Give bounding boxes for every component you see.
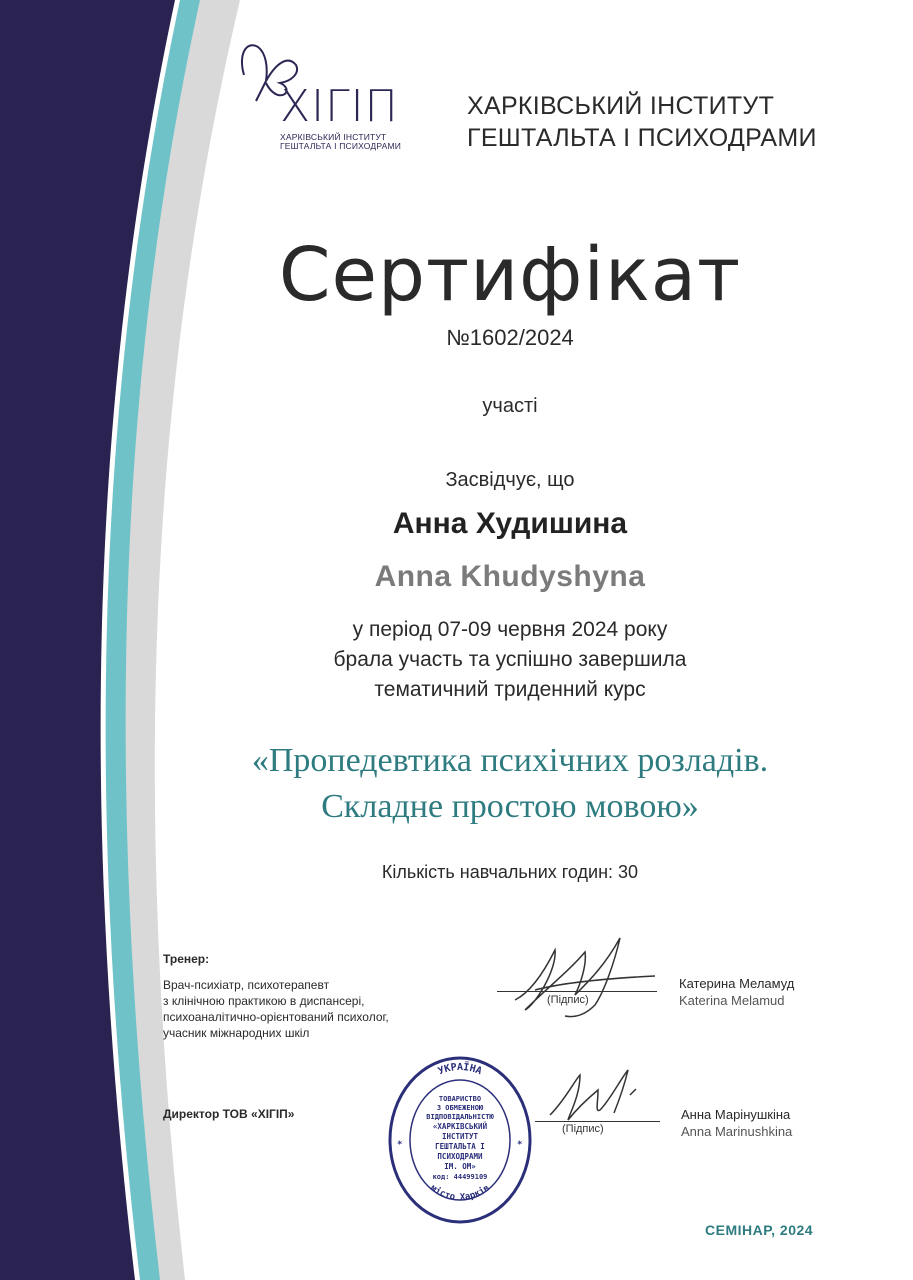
director-signature-line bbox=[535, 1121, 660, 1122]
stamp-line-8: ІМ. ОМ» bbox=[444, 1162, 476, 1171]
director-signature-caption: (Підпис) bbox=[562, 1123, 604, 1135]
trainer-name-en: Katerina Melamud bbox=[679, 993, 785, 1008]
trainer-desc-4: учасник міжнародних шкіл bbox=[163, 1026, 310, 1040]
course-title-line2: Складне простою мовою» bbox=[321, 788, 699, 825]
trainer-desc-2: з клінічною практикою в диспансері, bbox=[163, 994, 365, 1008]
trainer-name bbox=[679, 975, 794, 1009]
certificate-title: Сертифікат bbox=[278, 232, 742, 318]
recipient-name-en: Anna Khudyshyna bbox=[374, 560, 646, 593]
logo-word: ХІГІП bbox=[280, 81, 399, 132]
trainer-name-ua: Катерина Меламуд bbox=[679, 976, 795, 991]
trainer-desc-3: психоаналітично-орієнтований психолог, bbox=[163, 1010, 389, 1024]
director-name-ua: Анна Марінушкіна bbox=[681, 1107, 791, 1122]
director-label: Директор ТОВ «ХІГІП» bbox=[163, 1107, 295, 1121]
stamp-line-7: ПСИХОДРАМИ bbox=[437, 1152, 483, 1161]
footer-label: СЕМІНАР, 2024 bbox=[705, 1222, 814, 1238]
company-stamp bbox=[385, 1055, 535, 1225]
stamp-star-right: * bbox=[517, 1140, 523, 1150]
trainer-signature-caption: (Підпис) bbox=[547, 994, 589, 1006]
period-line: у період 07-09 червня 2024 року bbox=[352, 618, 668, 641]
course-title-line1: «Пропедевтика психічних розладів. bbox=[251, 742, 769, 779]
svg-text:УКРАЇНА bbox=[437, 1059, 484, 1077]
stamp-line-3: ВІДПОВІДАЛЬНІСТЮ bbox=[426, 1113, 494, 1121]
trainer-heading: Тренер: bbox=[163, 952, 210, 966]
trainer-signature-line bbox=[497, 991, 657, 992]
certificate-number: №1602/2024 bbox=[446, 325, 574, 350]
stamp-outer-top: УКРАЇНА bbox=[436, 1062, 484, 1078]
trainer-signature bbox=[495, 930, 665, 1025]
stamp-line-1: ТОВАРИСТВО bbox=[438, 1095, 482, 1103]
stamp-outer-bottom: місто Харків bbox=[428, 1183, 492, 1203]
recipient-name-ua: Анна Худишина bbox=[392, 507, 628, 540]
logo-subtitle-1: ХАРКІВСЬКИЙ ІНСТИТУТ bbox=[280, 132, 387, 142]
trainer-desc-1: Врач-психіатр, психотерапевт bbox=[163, 978, 330, 992]
stamp-line-5: ІНСТИТУТ bbox=[441, 1132, 479, 1141]
svg-text:місто Харків bbox=[428, 1183, 492, 1203]
stamp-line-4: «ХАРКІВСЬКИЙ bbox=[432, 1122, 488, 1131]
stamp-line-6: ГЕШТАЛЬТА І bbox=[435, 1142, 485, 1151]
institute-logo bbox=[236, 35, 436, 155]
institute-name-line2: ГЕШТАЛЬТА І ПСИХОДРАМИ bbox=[467, 124, 817, 152]
study-hours: Кількість навчальних годин: 30 bbox=[381, 862, 639, 882]
stamp-line-9: код: 44499109 bbox=[432, 1173, 488, 1181]
director-name-en: Anna Marinushkina bbox=[681, 1124, 793, 1139]
institute-name-line1: ХАРКІВСЬКИЙ ІНСТИТУТ bbox=[467, 92, 775, 120]
stamp-line-2: З ОБМЕЖЕНОЮ bbox=[436, 1104, 484, 1112]
participation-label: участі bbox=[482, 395, 538, 417]
logo-subtitle-2: ГЕШТАЛЬТА І ПСИХОДРАМИ bbox=[280, 141, 402, 151]
stamp-star-left: * bbox=[397, 1140, 403, 1150]
course-type-line: тематичний триденний курс bbox=[374, 678, 646, 701]
completion-line: брала участь та успішно завершила bbox=[333, 648, 687, 671]
certifies-label: Засвідчує, що bbox=[445, 469, 575, 491]
director-name bbox=[681, 1106, 792, 1140]
